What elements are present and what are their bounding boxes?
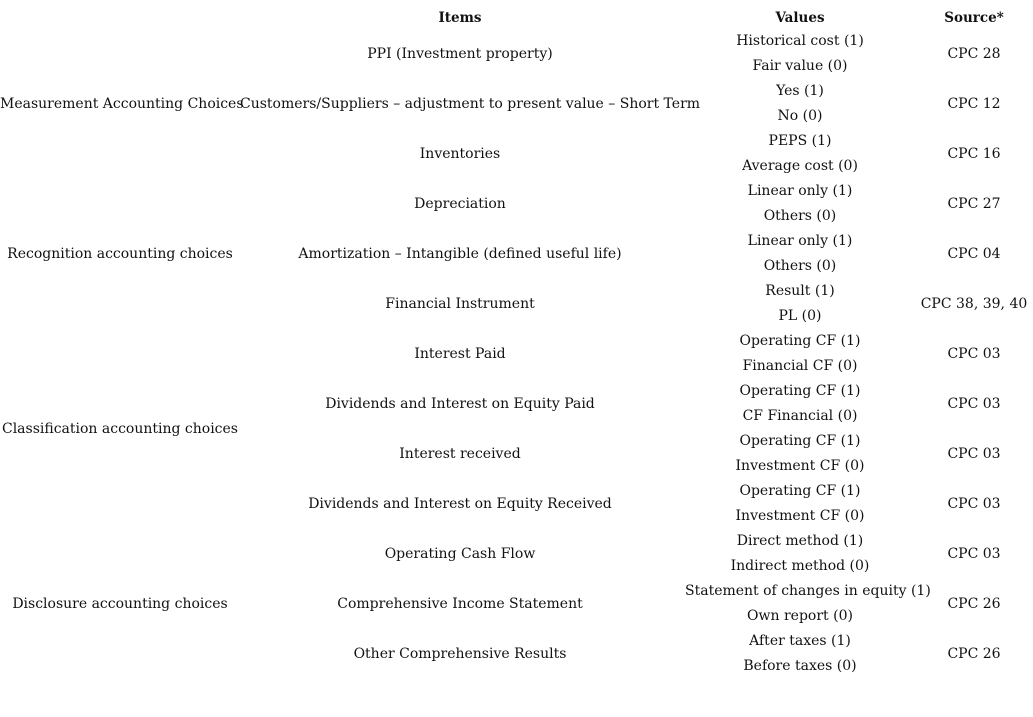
item-cell: Inventories [419, 146, 501, 162]
value-secondary: Investment CF (0) [735, 458, 865, 474]
table-row [0, 629, 1033, 679]
value-primary: Yes (1) [776, 83, 824, 99]
source-cell: CPC 38, 39, 40 [920, 296, 1028, 312]
value-secondary: Before taxes (0) [743, 658, 857, 674]
table-row [0, 279, 1033, 329]
value-primary: Direct method (1) [736, 533, 864, 549]
group-label: Disclosure accounting choices [12, 596, 228, 612]
table-row [0, 29, 1033, 79]
value-secondary: Others (0) [763, 258, 837, 274]
value-primary: Linear only (1) [747, 183, 853, 199]
item-cell: Financial Instrument [385, 296, 535, 312]
source-cell: CPC 12 [947, 96, 1001, 112]
source-cell: CPC 03 [947, 396, 1001, 412]
source-cell: CPC 04 [947, 246, 1001, 262]
value-primary: Operating CF (1) [739, 483, 861, 499]
table-row [0, 429, 1033, 479]
item-cell: PPI (Investment property) [367, 46, 553, 62]
value-primary: Operating CF (1) [739, 383, 861, 399]
item-cell: Comprehensive Income Statement [337, 596, 583, 612]
table-row [0, 579, 1033, 629]
source-cell: CPC 03 [947, 496, 1001, 512]
item-cell: Amortization – Intangible (defined useful life) [298, 246, 622, 262]
choice-group [0, 329, 1033, 529]
source-cell: CPC 27 [947, 196, 1001, 212]
group-label: Classification accounting choices [1, 421, 238, 437]
item-cell: Interest received [399, 446, 521, 462]
table-row [0, 229, 1033, 279]
source-cell: CPC 03 [947, 446, 1001, 462]
value-primary: Result (1) [765, 283, 835, 299]
value-secondary: CF Financial (0) [742, 408, 858, 424]
value-secondary: No (0) [777, 108, 823, 124]
item-cell: Depreciation [414, 196, 506, 212]
value-secondary: PL (0) [778, 308, 822, 324]
source-cell: CPC 26 [947, 646, 1001, 662]
item-cell: Other Comprehensive Results [353, 646, 567, 662]
choice-group [0, 529, 1033, 679]
item-cell: Operating Cash Flow [384, 546, 536, 562]
header-items: Items [438, 10, 482, 26]
item-cell: Customers/Suppliers – adjustment to present value – Short Term [240, 96, 701, 112]
value-secondary: Own report (0) [747, 608, 853, 624]
header-source: Source* [944, 10, 1004, 26]
source-cell: CPC 03 [947, 346, 1001, 362]
table-row [0, 379, 1033, 429]
table-row [0, 479, 1033, 529]
source-cell: CPC 16 [947, 146, 1001, 162]
header-values: Values [775, 10, 825, 26]
value-secondary: Financial CF (0) [742, 358, 858, 374]
choice-group [0, 179, 1033, 329]
value-secondary: Fair value (0) [752, 58, 848, 74]
table-row [0, 329, 1033, 379]
value-primary: Operating CF (1) [739, 333, 861, 349]
table-header [0, 7, 1033, 29]
source-cell: CPC 03 [947, 546, 1001, 562]
table-row [0, 129, 1033, 179]
value-primary: Historical cost (1) [736, 33, 864, 49]
item-cell: Interest Paid [414, 346, 506, 362]
value-secondary: Indirect method (0) [730, 558, 870, 574]
table-row [0, 79, 1033, 129]
value-primary: Linear only (1) [747, 233, 853, 249]
source-cell: CPC 26 [947, 596, 1001, 612]
source-cell: CPC 28 [947, 46, 1001, 62]
value-primary: Operating CF (1) [739, 433, 861, 449]
group-label: Recognition accounting choices [7, 246, 233, 262]
value-secondary: Average cost (0) [742, 158, 858, 174]
value-primary: Statement of changes in equity (1) [685, 583, 931, 599]
group-label: Measurement Accounting Choices [0, 96, 244, 112]
table-row [0, 179, 1033, 229]
choice-group [0, 29, 1033, 179]
item-cell: Dividends and Interest on Equity Received [308, 496, 612, 512]
value-secondary: Investment CF (0) [735, 508, 865, 524]
table-row [0, 529, 1033, 579]
value-primary: PEPS (1) [768, 133, 832, 149]
item-cell: Dividends and Interest on Equity Paid [325, 396, 595, 412]
value-secondary: Others (0) [763, 208, 837, 224]
value-primary: After taxes (1) [749, 633, 851, 649]
